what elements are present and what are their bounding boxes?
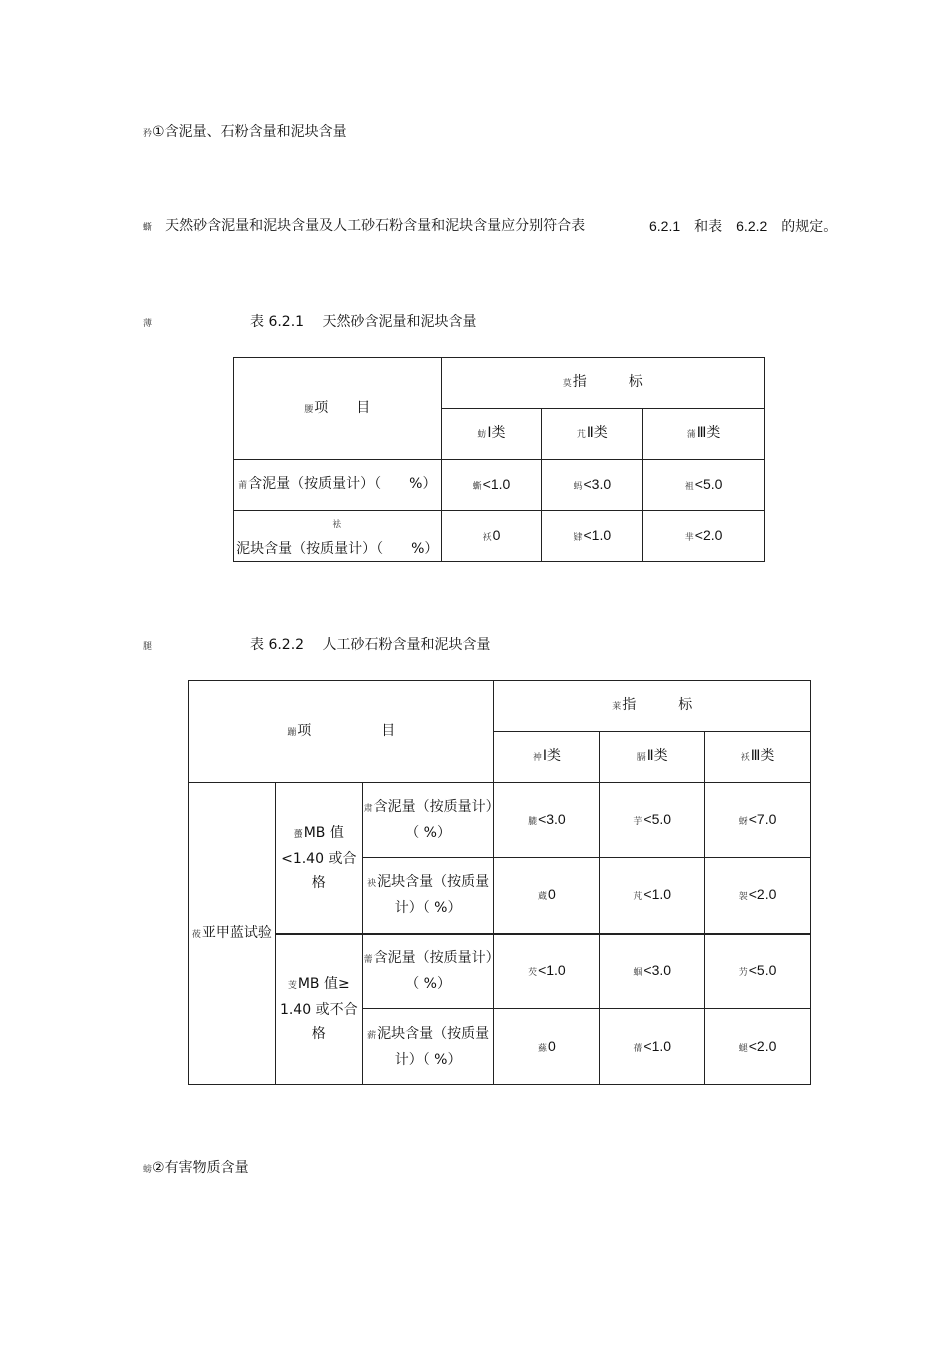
table-row [189, 934, 811, 1009]
value-cell: 芃<1.0 [600, 858, 705, 934]
test-name-cell: 莜亚甲蓝试验 [189, 783, 276, 1085]
value-cell: 蕬0 [494, 1009, 600, 1085]
class-header: 蚄Ⅰ类 [441, 409, 542, 460]
value-cell: 袄0 [441, 511, 542, 562]
value-cell: 蒨<1.0 [600, 1009, 705, 1085]
class-header: 衶Ⅰ类 [494, 732, 600, 783]
condition-cell: 蠆MB 值 <1.40 或合格 [275, 783, 362, 934]
table-row [189, 783, 811, 858]
row-label: 莆含泥量（按质量计）（ %） [234, 460, 442, 511]
value-cell: 肄<1.0 [542, 511, 643, 562]
heading-text: ①含泥量、石粉含量和泥块含量 [152, 124, 347, 140]
heading-text: ②有害物质含量 [152, 1160, 249, 1176]
margin-mark: 蟖 [143, 223, 153, 233]
row-label: 薷含泥量（按质量计）（ %） [362, 934, 494, 1009]
header-item-cell: 蹦项 目 [189, 681, 494, 783]
class-header: 蒲Ⅲ类 [643, 409, 765, 460]
value-cell: 芈<2.0 [643, 511, 765, 562]
header-index-cell: 莱指 标 [494, 681, 811, 732]
value-cell: 蟖<1.0 [441, 460, 542, 511]
condition-cell: 芰MB 值≥ 1.40 或不合格 [275, 934, 362, 1085]
value-cell: 蚂<3.0 [542, 460, 643, 511]
caption-mark: 薄 [143, 319, 153, 329]
margin-mark: 矜 [143, 129, 153, 139]
table-6-2-1 [233, 357, 765, 562]
row-label: 袪泥块含量（按质量计）（ %） [234, 511, 442, 562]
class-header: 芁Ⅱ类 [542, 409, 643, 460]
section-heading-2 [143, 1157, 249, 1177]
header-item-cell: 腰项 目 [234, 358, 442, 460]
table-6-2-2 [188, 680, 811, 1085]
row-label: 薪泥块含量（按质量计）（ %） [362, 1009, 494, 1085]
table2-caption: 表 6.2.2 人工砂石粉含量和泥块含量 [250, 637, 491, 653]
table-row [234, 460, 765, 511]
class-header: 袄Ⅲ类 [705, 732, 811, 783]
section-heading-1 [143, 121, 347, 141]
value-cell: 袓<5.0 [643, 460, 765, 511]
value-cell: 螁<2.0 [705, 1009, 811, 1085]
table-row [234, 511, 765, 562]
value-cell: 蔵0 [494, 858, 600, 934]
class-header: 膈Ⅱ类 [600, 732, 705, 783]
value-cell: 蝈<3.0 [600, 934, 705, 1009]
paragraph [143, 215, 585, 235]
caption-mark: 腿 [143, 642, 153, 652]
value-cell: 芋<5.0 [600, 783, 705, 858]
table1-caption: 表 6.2.1 天然砂含泥量和泥块含量 [250, 314, 477, 330]
value-cell: 芡<1.0 [494, 934, 600, 1009]
value-cell: 蚜<7.0 [705, 783, 811, 858]
value-cell: 袈<2.0 [705, 858, 811, 934]
row-label: 袂泥块含量（按质量计）（ %） [362, 858, 494, 934]
paragraph-text: 天然砂含泥量和泥块含量及人工砂石粉含量和泥块含量应分别符合表 [165, 218, 586, 234]
value-cell: 膔<3.0 [494, 783, 600, 858]
header-index-cell: 莫指 标 [441, 358, 764, 409]
paragraph-ref: 6.2.1 和表 6.2.2 的规定。 [649, 218, 838, 234]
margin-mark: 螃 [143, 1165, 153, 1175]
value-cell: 芀<5.0 [705, 934, 811, 1009]
row-label: 肃含泥量（按质量计）（ %） [362, 783, 494, 858]
